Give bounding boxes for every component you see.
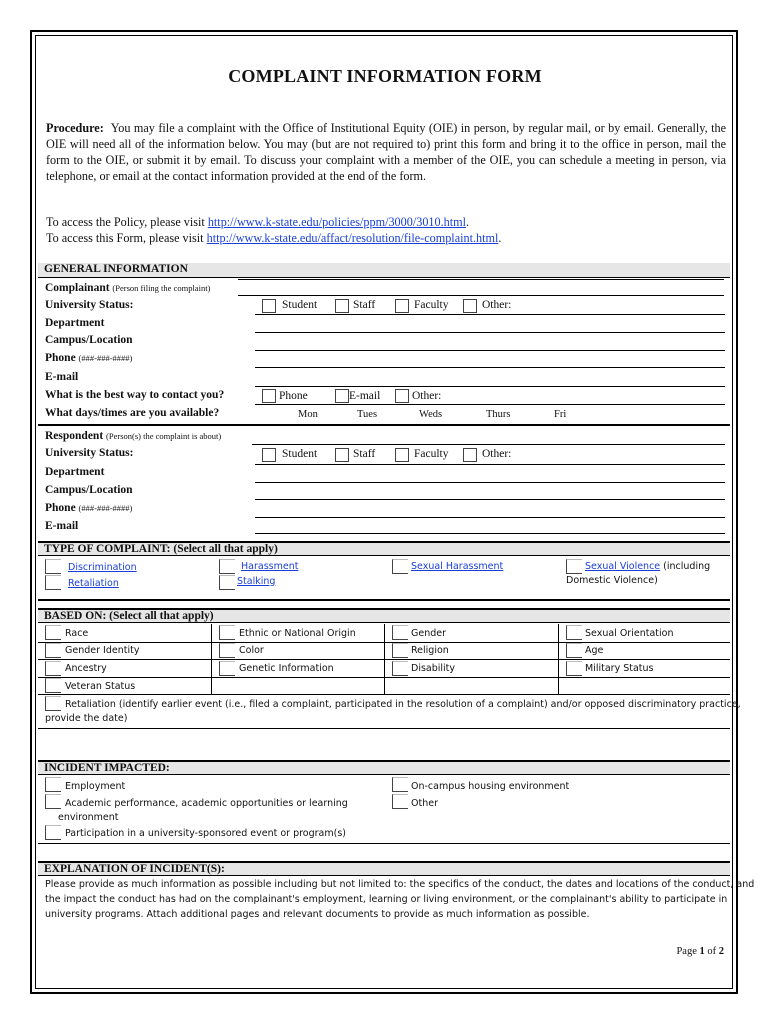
disability-label: Disability xyxy=(411,663,456,674)
form-link[interactable]: http://www.k-state.edu/affact/resolution/file-complaint.html xyxy=(206,231,499,245)
respondent-phone-text: Phone xyxy=(45,502,76,514)
complainant-department-field[interactable] xyxy=(255,332,725,333)
religion-label: Religion xyxy=(411,645,449,656)
respondent-label xyxy=(45,430,221,442)
page-current: 1 xyxy=(699,946,705,957)
respondent-student-label: Student xyxy=(282,448,318,460)
complainant-faculty-label: Faculty xyxy=(414,299,449,311)
employment-checkbox[interactable] xyxy=(45,777,61,792)
sexual-harassment-link[interactable]: Sexual Harassment xyxy=(411,561,504,572)
complainant-campus-label: Campus/Location xyxy=(45,334,133,346)
complainant-student-label: Student xyxy=(282,299,318,311)
complainant-department-label: Department xyxy=(45,317,105,329)
respondent-email-field[interactable] xyxy=(255,533,725,534)
military-status-label: Military Status xyxy=(585,663,654,674)
incident-other-label: Other xyxy=(411,798,438,809)
rule xyxy=(38,728,730,729)
respondent-campus-field[interactable] xyxy=(255,499,725,500)
respondent-other-label: Other: xyxy=(482,448,512,460)
page-of: of xyxy=(704,946,719,957)
retaliation-checkbox[interactable] xyxy=(45,575,61,590)
respondent-staff-label: Staff xyxy=(353,448,376,460)
color-label: Color xyxy=(239,645,264,656)
discrimination-link[interactable]: Discrimination xyxy=(68,562,137,573)
respondent-phone-label xyxy=(45,502,132,514)
discrimination-checkbox[interactable] xyxy=(45,559,61,574)
complainant-label xyxy=(45,282,210,294)
complainant-note: (Person filing the complaint) xyxy=(112,283,211,293)
participation-checkbox[interactable] xyxy=(45,825,61,840)
incident-impacted-header: INCIDENT IMPACTED: xyxy=(38,760,730,775)
disability-checkbox[interactable] xyxy=(392,661,408,676)
color-checkbox[interactable] xyxy=(219,643,235,658)
complainant-staff-checkbox[interactable] xyxy=(335,299,349,313)
respondent-staff-checkbox[interactable] xyxy=(335,448,349,462)
procedure-label: Procedure: xyxy=(46,121,104,135)
respondent-label-text: Respondent xyxy=(45,430,104,442)
housing-label: On-campus housing environment xyxy=(411,781,570,792)
contact-other-checkbox[interactable] xyxy=(395,389,409,403)
rule xyxy=(252,444,725,445)
respondent-department-label: Department xyxy=(45,466,105,478)
religion-checkbox[interactable] xyxy=(392,643,408,658)
day-weds: Weds xyxy=(419,409,443,420)
explanation-line2: the impact the conduct has had on the complainant's employment, learning or living environment, or the complainant's ability to participate in xyxy=(45,894,728,905)
complainant-campus-field[interactable] xyxy=(255,350,725,351)
contact-phone-label: Phone xyxy=(279,390,308,402)
genetic-information-label: Genetic Information xyxy=(239,663,334,674)
day-fri: Fri xyxy=(554,409,567,420)
contact-email-checkbox[interactable] xyxy=(335,389,349,403)
rule xyxy=(211,624,212,694)
general-info-header: GENERAL INFORMATION xyxy=(38,263,730,278)
based-on-header: BASED ON: (Select all that apply) xyxy=(38,608,730,623)
stalking-link[interactable]: Stalking xyxy=(237,576,276,587)
explanation-line1: Please provide as much information as possible including but not limited to: the specifics of the conduct, the dates and locations of the conduct, and xyxy=(45,879,755,890)
harassment-checkbox[interactable] xyxy=(219,559,235,574)
policy-link[interactable]: http://www.k-state.edu/policies/ppm/3000/3010.html xyxy=(207,215,466,229)
respondent-other-checkbox[interactable] xyxy=(463,448,477,462)
complainant-other-label: Other: xyxy=(482,299,512,311)
complainant-email-label: E-mail xyxy=(45,371,79,383)
rule xyxy=(255,314,725,315)
complaint-type-header: TYPE OF COMPLAINT: (Select all that apply) xyxy=(38,541,730,556)
retaliation-basis-line2: provide the date) xyxy=(45,713,128,724)
rule xyxy=(384,624,385,694)
explanation-line3: university programs. Attach additional pages and relevant documents to provide as much information as possible. xyxy=(45,909,590,920)
academic-label-line1: Academic performance, academic opportunities or learning xyxy=(65,798,348,809)
day-tues: Tues xyxy=(357,409,378,420)
respondent-department-field[interactable] xyxy=(255,482,725,483)
employment-label: Employment xyxy=(65,781,126,792)
retaliation-basis-line1: Retaliation (identify earlier event (i.e., filed a complaint, participated in the resolution of a complaint) and/or opposed discriminatory practice, xyxy=(65,699,741,710)
respondent-campus-label: Campus/Location xyxy=(45,484,133,496)
race-checkbox[interactable] xyxy=(45,625,61,640)
complainant-university-status-label: University Status: xyxy=(45,299,134,311)
housing-checkbox[interactable] xyxy=(392,777,408,792)
day-mon: Mon xyxy=(298,409,318,420)
gender-identity-checkbox[interactable] xyxy=(45,643,61,658)
form-access-line xyxy=(46,230,726,246)
ethnic-origin-checkbox[interactable] xyxy=(219,625,235,640)
contact-email-label: E-mail xyxy=(349,390,381,402)
rule xyxy=(255,464,725,465)
policy-period: . xyxy=(466,215,470,229)
ancestry-label: Ancestry xyxy=(65,663,107,674)
domestic-violence-note: Domestic Violence) xyxy=(566,575,658,586)
complainant-email-field[interactable] xyxy=(255,386,725,387)
sexual-harassment-checkbox[interactable] xyxy=(392,559,408,574)
rule xyxy=(238,295,724,296)
sexual-violence-checkbox[interactable] xyxy=(566,559,582,574)
ethnic-origin-label: Ethnic or National Origin xyxy=(239,628,356,639)
respondent-student-checkbox[interactable] xyxy=(262,448,276,462)
sexual-orientation-checkbox[interactable] xyxy=(566,625,582,640)
contact-question: What is the best way to contact you? xyxy=(45,389,225,401)
age-label: Age xyxy=(585,645,604,656)
policy-access-line xyxy=(46,214,726,230)
rule xyxy=(238,279,724,280)
complainant-staff-label: Staff xyxy=(353,299,376,311)
respondent-phone-note: (###-###-####) xyxy=(78,503,133,513)
page-number xyxy=(676,946,724,957)
complainant-phone-note: (###-###-####) xyxy=(78,353,133,363)
form-period: . xyxy=(498,231,502,245)
incident-other-checkbox[interactable] xyxy=(392,794,408,809)
form-prefix: To access this Form, please visit xyxy=(46,231,207,245)
complainant-other-checkbox[interactable] xyxy=(463,299,477,313)
complainant-phone-label xyxy=(45,352,132,364)
explanation-header: EXPLANATION OF INCIDENT(S): xyxy=(38,861,730,876)
rule xyxy=(558,624,559,694)
gender-checkbox[interactable] xyxy=(392,625,408,640)
page-prefix: Page xyxy=(676,946,700,957)
veteran-status-label: Veteran Status xyxy=(65,681,136,692)
academic-checkbox[interactable] xyxy=(45,794,61,809)
harassment-link[interactable]: Harassment xyxy=(241,561,299,572)
retaliation-link[interactable]: Retaliation xyxy=(68,578,119,589)
rule xyxy=(38,843,730,844)
complainant-phone-field[interactable] xyxy=(255,367,725,368)
military-status-checkbox[interactable] xyxy=(566,661,582,676)
ancestry-checkbox[interactable] xyxy=(45,661,61,676)
respondent-note: (Person(s) the complaint is about) xyxy=(106,431,222,441)
retaliation-basis-checkbox[interactable] xyxy=(45,696,61,711)
respondent-email-label: E-mail xyxy=(45,520,79,532)
veteran-status-checkbox[interactable] xyxy=(45,678,61,693)
respondent-faculty-checkbox[interactable] xyxy=(395,448,409,462)
procedure-text: You may file a complaint with the Office of Institutional Equity (OIE) in person, by regular mail, or by email. Generally, the OIE will need all of the information below. You may (but are not required to) print this form and bring it to the office in person, mail the form to the OIE, or submit it by email. To discuss your complaint with a member of the OIE, you can schedule a meeting in person, via telephone, or email at the contact information provided at the end of the form. xyxy=(46,121,726,183)
age-checkbox[interactable] xyxy=(566,643,582,658)
respondent-faculty-label: Faculty xyxy=(414,448,449,460)
race-label: Race xyxy=(65,628,89,639)
policy-prefix: To access the Policy, please visit xyxy=(46,215,208,229)
participation-label: Participation in a university-sponsored event or program(s) xyxy=(65,828,346,839)
respondent-university-status-label: University Status: xyxy=(45,447,134,459)
stalking-checkbox[interactable] xyxy=(219,575,235,590)
sexual-orientation-label: Sexual Orientation xyxy=(585,628,674,639)
rule xyxy=(38,599,730,601)
complainant-label-text: Complainant xyxy=(45,282,110,294)
form-title: COMPLAINT INFORMATION FORM xyxy=(228,66,542,86)
rule xyxy=(255,404,725,405)
complainant-phone-text: Phone xyxy=(45,352,76,364)
sexual-violence-link[interactable]: Sexual Violence xyxy=(585,561,661,572)
gender-label: Gender xyxy=(411,628,447,639)
rule xyxy=(38,424,730,426)
genetic-information-checkbox[interactable] xyxy=(219,661,235,676)
sexual-violence-note: (including xyxy=(660,561,711,572)
complainant-faculty-checkbox[interactable] xyxy=(395,299,409,313)
rule xyxy=(38,694,730,695)
academic-label-line2: environment xyxy=(58,812,119,823)
gender-identity-label: Gender Identity xyxy=(65,645,140,656)
procedure-paragraph xyxy=(46,120,726,184)
day-thurs: Thurs xyxy=(486,409,511,420)
contact-other-label: Other: xyxy=(412,390,442,402)
respondent-phone-field[interactable] xyxy=(255,517,725,518)
page-total: 2 xyxy=(718,946,724,957)
availability-question: What days/times are you available? xyxy=(45,407,220,419)
contact-phone-checkbox[interactable] xyxy=(262,389,276,403)
complainant-student-checkbox[interactable] xyxy=(262,299,276,313)
